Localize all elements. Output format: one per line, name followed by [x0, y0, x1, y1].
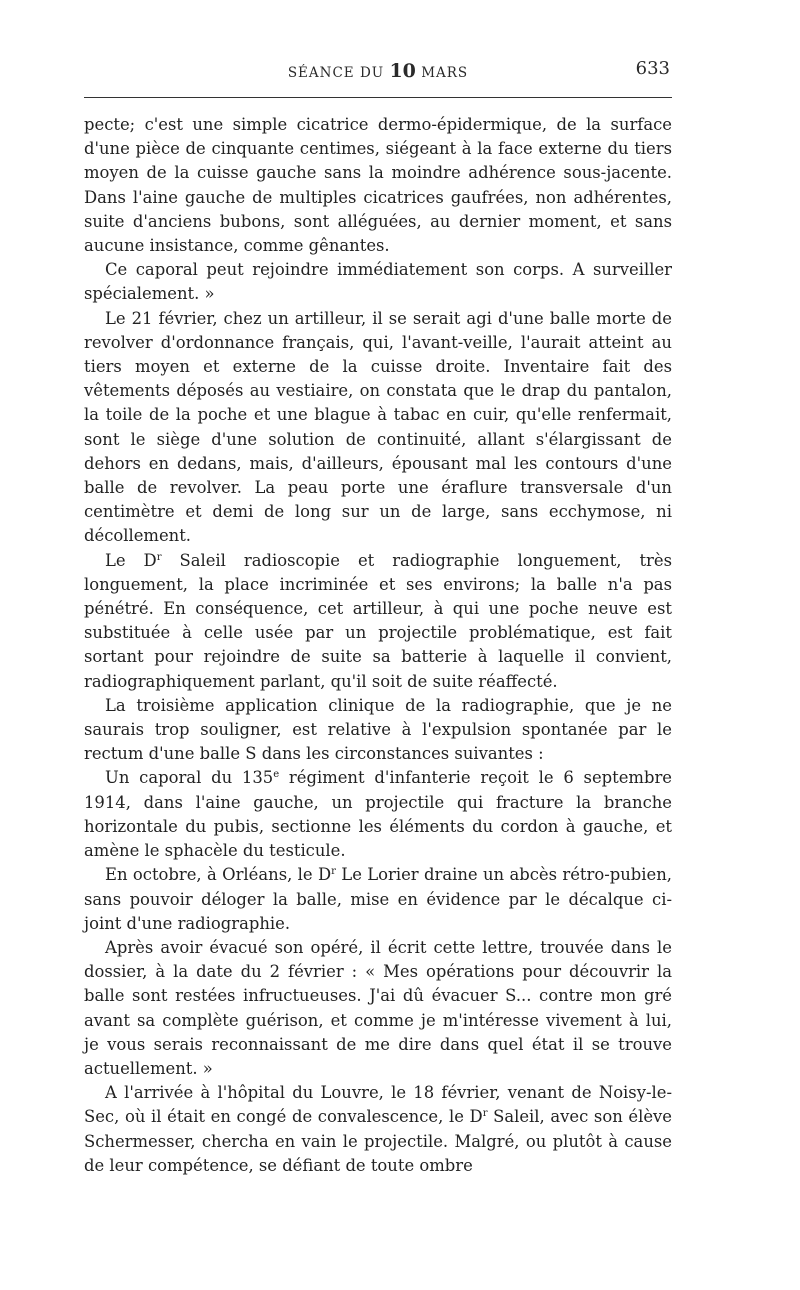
paragraph-text: pecte; c'est une simple cicatrice dermo-épidermique, de la surface d'une pièce de cinquante centimes, siégeant à la face externe du tiers moyen de la cuisse gauche sans la moindre adhérence sous-jacente. Dans l'aine gauche de multiples cicatrices gaufrées, non adhérentes, suite d'anciens bubons, sont alléguées, au dernier moment, et sans aucune insistance, comme gênantes.: [84, 115, 672, 256]
paragraph: [84, 694, 672, 767]
running-title-day: 10: [389, 60, 416, 82]
running-title-prefix: SÉANCE DU: [287, 65, 390, 81]
body-text: [84, 113, 672, 1178]
superscript: r: [482, 1108, 488, 1120]
paragraph-text: régiment d'infanterie reçoit le 6 septembre 1914, dans l'aine gauche, un projectile qui fracture la branche horizontale du pubis, sectionne les éléments du cordon à gauche, et amène le sphacèle du testicule.: [84, 768, 672, 861]
superscript: r: [156, 551, 162, 563]
page-number: 633: [635, 58, 670, 79]
paragraph-text: Après avoir évacué son opéré, il écrit cette lettre, trouvée dans le dossier, à la date du 2 février : « Mes opérations pour découvrir la balle sont restées infructueuses. J'ai dû évacuer S... contre mon gré avant sa complète guérison, et comme je m'intéresse vivement à lui, je vous serais reconnaissant de me dire dans quel état il se trouve actuellement. »: [84, 937, 672, 1078]
running-title: [84, 60, 672, 82]
paragraph: [84, 549, 672, 694]
paragraph-text: En octobre, à Orléans, le D: [105, 865, 332, 885]
paragraph-text: Le D: [105, 550, 157, 570]
paragraph: [84, 766, 672, 863]
running-head: [84, 56, 672, 90]
paragraph-text: Un caporal du 135: [105, 768, 274, 788]
running-title-month: MARS: [415, 65, 469, 81]
paragraph-text: Le 21 février, chez un artilleur, il se serait agi d'une balle morte de revolver d'ordonnance français, qui, l'avant-veille, l'aurait atteint au tiers moyen et externe de la cuisse droite. Inventaire fait des vêtements déposés au vestiaire, on constata que le drap du pantalon, la toile de la poche et une blague à tabac en cuir, qu'elle renfermait, sont le siège d'une solution de continuité, allant s'élargissant de dehors en dedans, mais, d'ailleurs, épousant mal les contours d'une balle de revolver. La peau porte une éraflure transversale d'un centimètre et demi de long sur un de large, sans ecchymose, ni décollement.: [84, 308, 672, 546]
paragraph: [84, 936, 672, 1081]
superscript: e: [273, 769, 280, 781]
paragraph-text: Le Lorier draine un abcès rétro-pubien, sans pouvoir déloger la balle, mise en évidence par le décalque ci-joint d'une radiographie.: [84, 865, 672, 933]
paragraph-text: Saleil radioscopie et radiographie longuement, très longuement, la place incriminée et ses environs; la balle n'a pas pénétré. En conséquence, cet artilleur, à qui une poche neuve est substituée à celle usée par un projectile problématique, est fait sortant pour rejoindre de suite sa batterie à laquelle il convient, radiographiquement parlant, qu'il soit de suite réaffecté.: [84, 550, 672, 691]
paragraph: [84, 258, 672, 306]
paragraph: [84, 307, 672, 549]
paragraph-text: A l'arrivée à l'hôpital du Louvre, le 18 février, venant de Noisy-le-Sec, où il était en congé de convalescence, le D: [84, 1083, 672, 1127]
paragraph: [84, 113, 672, 258]
header-rule: [84, 97, 672, 98]
paragraph: [84, 1081, 672, 1178]
paragraph-text: Ce caporal peut rejoindre immédiatement son corps. A surveiller spécialement. »: [84, 260, 672, 304]
paragraph-text: Saleil, avec son élève Schermesser, chercha en vain le projectile. Malgré, ou plutôt à cause de leur compétence, se défiant de toute ombre: [84, 1107, 672, 1175]
superscript: r: [331, 866, 336, 878]
paragraph-text: La troisième application clinique de la radiographie, que je ne saurais trop souligner, est relative à l'expulsion spontanée par le rectum d'une balle S dans les circonstances suivantes :: [84, 695, 672, 764]
paragraph: [84, 863, 672, 936]
